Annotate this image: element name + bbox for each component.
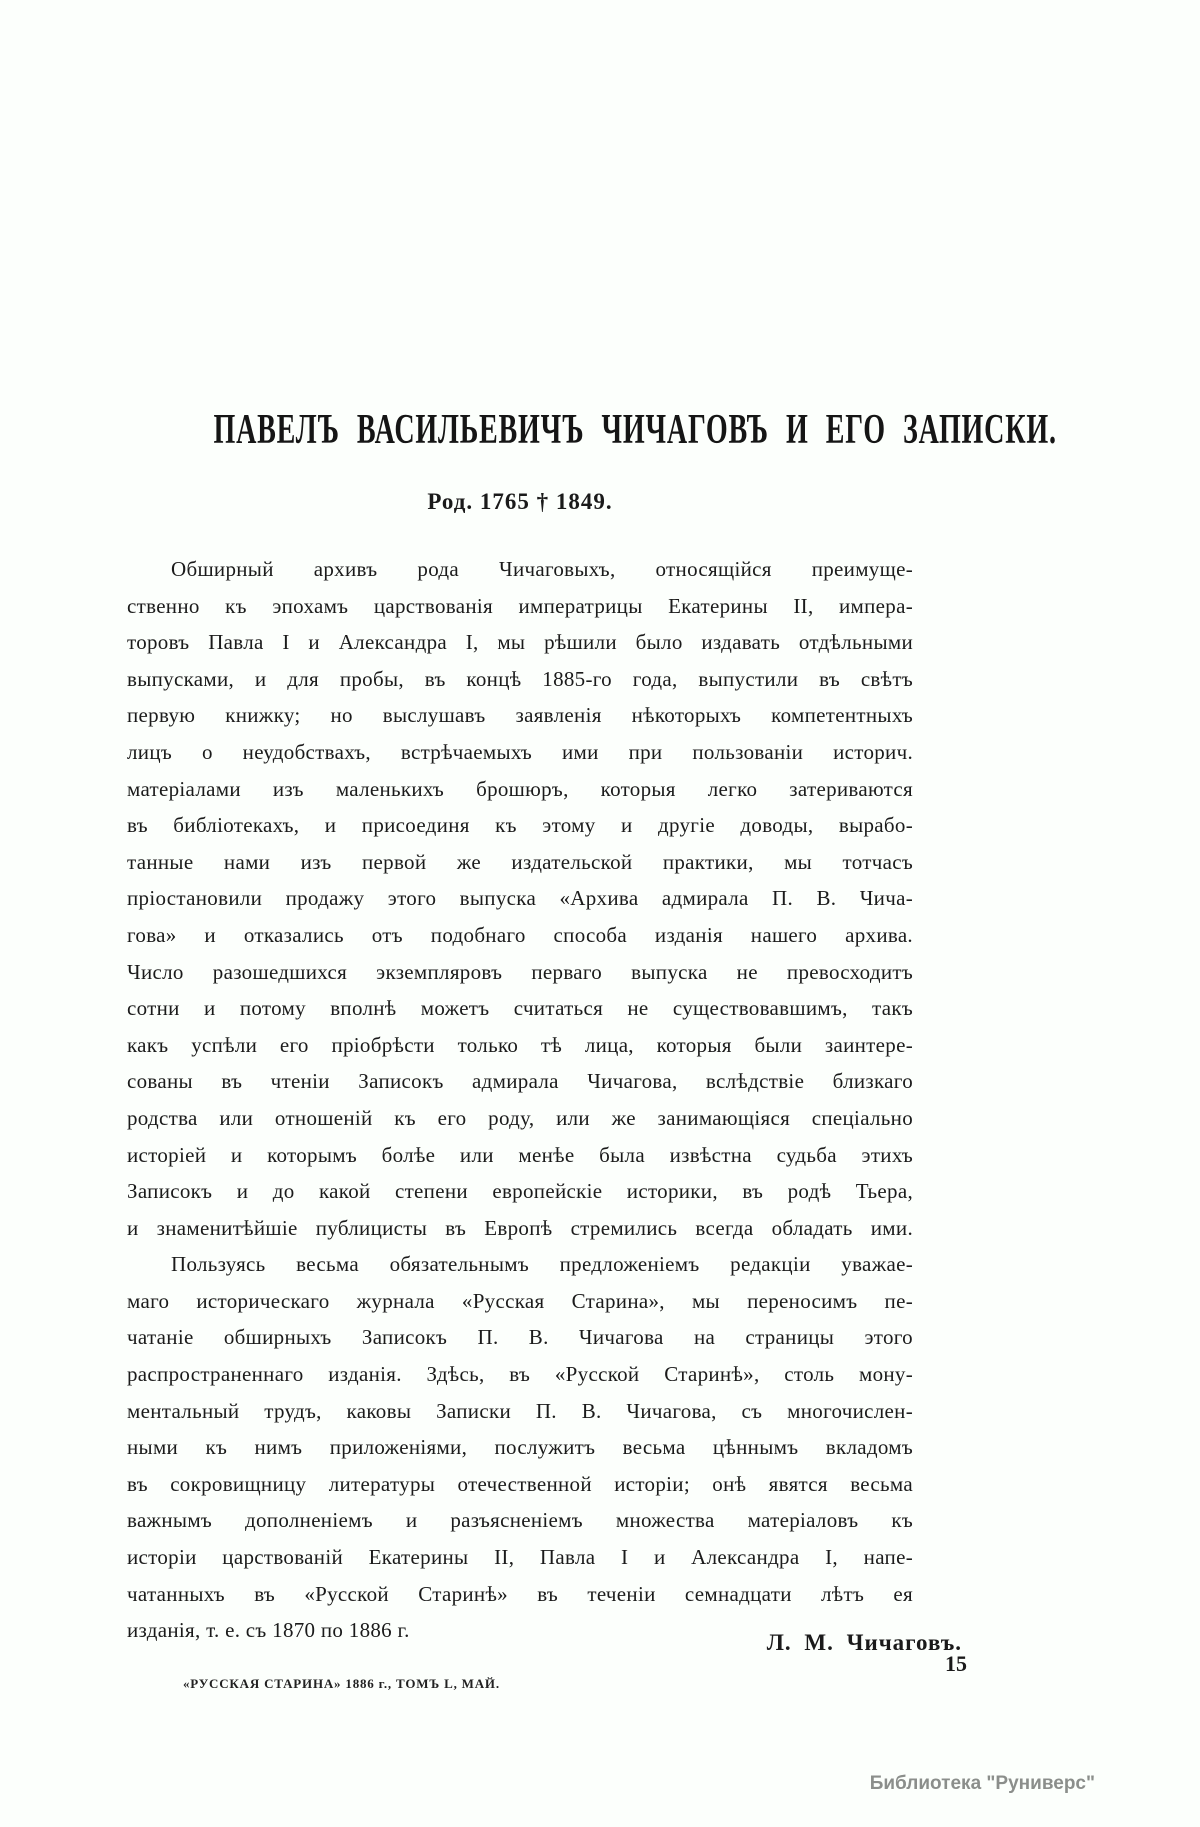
author-signature: Л. М. Чичаговъ. [766,1630,962,1655]
text-line: маго историческаго журнала «Русская Старина», мы переносимъ пе- [127,1288,913,1313]
text-line: изданія, т. е. съ 1870 по 1886 г. [127,1618,410,1643]
text-line: какъ успѣли его пріобрѣсти только тѣ лица, которыя были заинтере- [127,1032,913,1057]
library-watermark: Библиотека "Руниверс" [869,1773,1095,1794]
text-line: лицъ о неудобствахъ, встрѣчаемыхъ ими при пользованіи историч. [127,739,913,764]
text-line: ственно къ эпохамъ царствованія императрицы Екатерины II, импера- [127,593,913,618]
text-line: въ библіотекахъ, и присоединя къ этому и другіе доводы, вырабо- [127,813,913,838]
text-line: сованы въ чтеніи Записокъ адмирала Чичагова, вслѣдствіе близкаго [127,1069,913,1094]
text-line: Пользуясь весьма обязательнымъ предложеніемъ редакціи уважае- [171,1252,913,1277]
text-line: выпусками, и для пробы, въ концѣ 1885-го года, выпустили въ свѣтъ [127,666,913,691]
text-line: матеріалами изъ маленькихъ брошюръ, которыя легко затериваются [127,776,913,801]
life-dates-subtitle: Род. 1765 † 1849. [427,489,613,514]
text-line: исторіи царствованій Екатерины II, Павла I и Александра I, напе- [127,1545,913,1570]
text-line: и знаменитѣйшіе публицисты въ Европѣ стремились всегда обладать ими. [127,1215,913,1240]
text-line: первую книжку; но выслушавъ заявленія нѣкоторыхъ компетентныхъ [127,703,913,728]
text-line: Число разошедшихся экземпляровъ перваго выпуска не превосходитъ [127,959,913,984]
text-line: танные нами изъ первой же издательской практики, мы тотчасъ [127,849,913,874]
text-line: гова» и отказались отъ подобнаго способа изданія нашего архива. [127,922,913,947]
text-line: въ сокровищницу литературы отечественной исторіи; онѣ явятся весьма [127,1471,913,1496]
text-line: родства или отношеній къ его роду, или же занимающіяся спеціально [127,1105,913,1130]
body-text [127,551,913,1649]
text-line: Записокъ и до какой степени европейскіе историки, въ родѣ Тьера, [127,1179,913,1204]
text-line: сотни и потому вполнѣ можетъ считаться не существовавшимъ, такъ [127,996,913,1021]
text-line: пріостановили продажу этого выпуска «Архива адмирала П. В. Чича- [127,886,913,911]
text-line: Обширный архивъ рода Чичаговыхъ, относящійся преимуще- [171,557,913,581]
paragraph [127,1246,913,1649]
article-title: ПАВЕЛЪ ВАСИЛЬЕВИЧЪ ЧИЧАГОВЪ И ЕГО ЗАПИСКИ. [213,405,1057,453]
text-line: торовъ Павла I и Александра I, мы рѣшили было издавать отдѣльными [127,630,913,655]
text-line: чатанныхъ въ «Русской Старинѣ» въ теченіи семнадцати лѣтъ ея [127,1581,913,1606]
page-number: 15 [945,1651,967,1676]
text-line: распространеннаго изданія. Здѣсь, въ «Русской Старинѣ», столь мону- [127,1362,913,1387]
text-line: чатаніе обширныхъ Записокъ П. В. Чичагова на страницы этого [127,1325,913,1350]
paragraph [127,551,913,1246]
text-line: ментальный трудъ, каковы Записки П. В. Чичагова, съ многочислен- [127,1398,913,1423]
text-line: исторіей и которымъ болѣе или менѣе была извѣстна судьба этихъ [127,1142,913,1167]
text-line: ными къ нимъ приложеніями, послужитъ весьма цѣннымъ вкладомъ [127,1435,913,1460]
journal-footer-note: «РУССКАЯ СТАРИНА» 1886 г., ТОМЪ L, МАЙ. [183,1676,500,1691]
text-line: важнымъ дополненіемъ и разъясненіемъ множества матеріаловъ къ [127,1508,913,1533]
